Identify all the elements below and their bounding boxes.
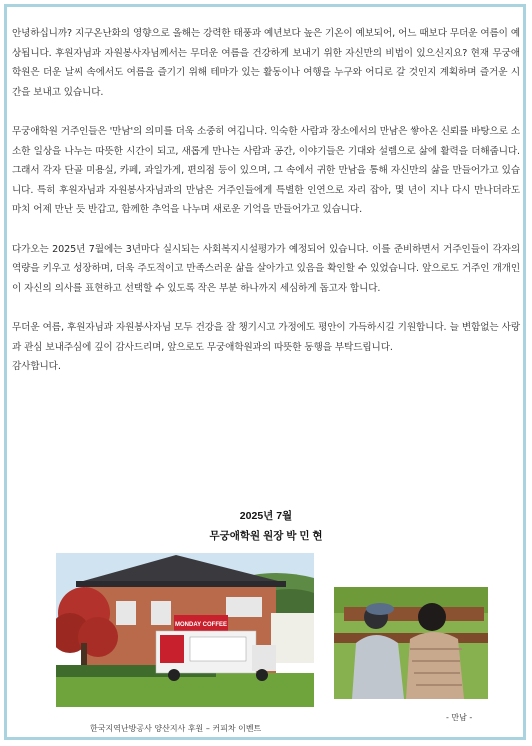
- coffee-truck-caption: 한국지역난방공사 양산지사 후원 – 커피차 이벤트: [90, 724, 262, 733]
- closing-line: 감사합니다.: [12, 361, 61, 373]
- paragraph-greeting: 안녕하십니까? 지구온난화의 영향으로 올해는 강력한 태풍과 예년보다 높은 기온이 예보되어, 어느 때보다 무더운 여름이 예상됩니다. 후원자님과 자원봉사자님께서는 무더운 여름을 건강하게 보내기 위한 자신만의 비법이 있으신지요? 현재 무궁애학원은 더운 날씨 속에서도 여름을 즐기기 위해 테마가 있는 활동이나 여행을 누구와 어디로 갈 것인지 계획하며 즐거운 시간을 보내고 있습니다.: [12, 28, 520, 98]
- coffee-truck-photo: [56, 553, 314, 707]
- signature-name: 무궁애학원 원장 박 민 현: [209, 530, 323, 542]
- meeting-caption: - 만남 -: [446, 713, 473, 722]
- paragraph-meeting: 무궁애학원 거주인들은 '만남'의 의미를 더욱 소중히 여깁니다. 익숙한 사람과 장소에서의 만남은 쌓아온 신뢰를 바탕으로 소소한 일상을 나누는 따뜻한 시간이 되고, 새롭게 만나는 사람과 공간, 이야기들은 기대와 설렘으로 삶에 활력을 더해줍니다. 그래서 각자 단골 미용실, 카페, 과일가게, 편의점 등이 있으며, 그 속에서 귀한 만남을 통해 자신만의 삶을 만들어가고 있습니다. 특히 후원자님과 자원봉사자님과의 만남은 거주인들에게 특별한 인연으로 자리 잡아, 몇 년이 지나 다시 만나더라도 마치 어제 만난 듯 반갑고, 함께한 추억을 나누며 새로운 기억을 만들어가고 있습니다.: [12, 125, 520, 216]
- letter-body: [12, 24, 520, 377]
- meeting-photo: [334, 587, 488, 699]
- truck-banner-text: MONDAY COFFEE: [174, 622, 228, 628]
- paragraph-wishes: 무더운 여름, 후원자님과 자원봉사자님 모두 건강을 잘 챙기시고 가정에도 평안이 가득하시길 기원합니다. 늘 변함없는 사랑과 관심 보내주심에 깊이 감사드리며, 앞으로도 무궁애학원과의 따뜻한 동행을 부탁드립니다.: [12, 321, 520, 353]
- paragraph-evaluation: 다가오는 2025년 7월에는 3년마다 실시되는 사회복지시설평가가 예정되어 있습니다. 이를 준비하면서 거주인들이 각자의 역량을 키우고 성장하며, 더욱 주도적이고 만족스러운 삶을 살아가고 있음을 확인할 수 있었습니다. 앞으로도 거주인 개개인이 자신의 의사를 표현하고 선택할 수 있도록 작은 부분 하나까지 세심하게 돕고자 합니다.: [12, 243, 520, 294]
- signature-date: 2025년 7월: [239, 510, 293, 522]
